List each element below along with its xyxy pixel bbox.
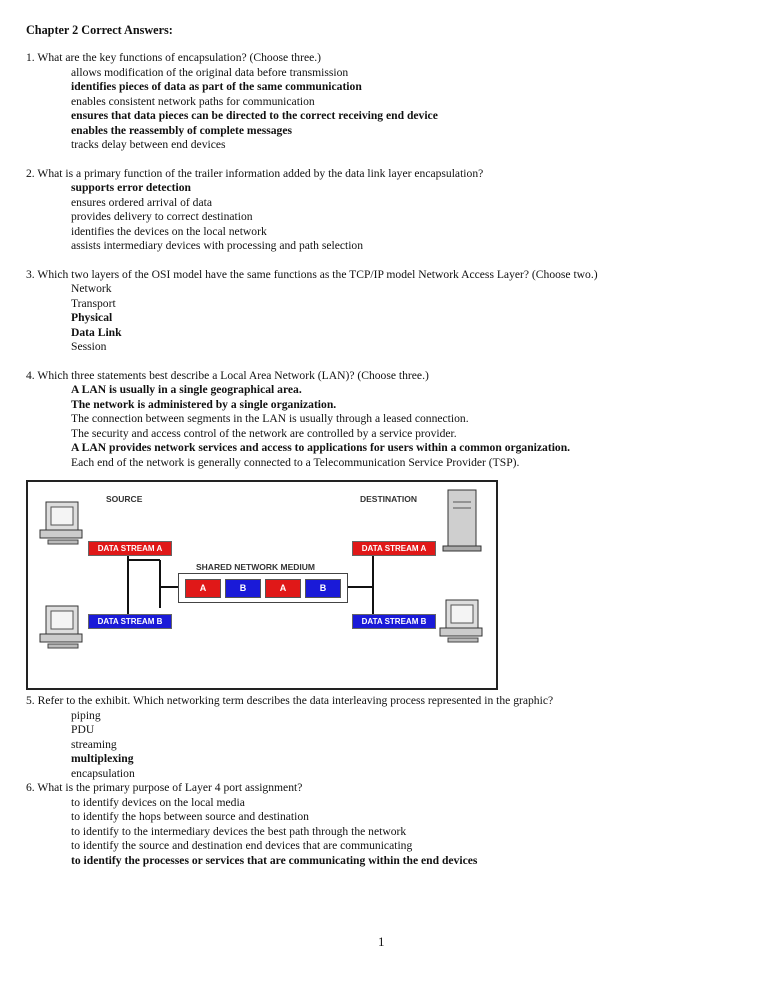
question-text: 2. What is a primary function of the trailer information added by the data link layer encapsulation?	[26, 166, 484, 180]
correct-answer-option: The network is administered by a single organization.	[71, 397, 337, 411]
server-icon	[443, 490, 481, 551]
answer-option: Each end of the network is generally connected to a Telecommunication Service Provider (TSP).	[71, 455, 520, 469]
question-1	[26, 51, 746, 153]
medium-cell-a: A	[265, 579, 301, 598]
answer-option: The security and access control of the network are controlled by a service provider.	[71, 426, 457, 440]
answer-option: The connection between segments in the LAN is usually through a leased connection.	[71, 412, 469, 425]
correct-answer-option: A LAN provides network services and access to applications for users within a common organization.	[71, 441, 571, 454]
answer-option: PDU	[71, 723, 95, 736]
medium-cell-b: B	[305, 579, 341, 598]
question-5	[26, 694, 746, 781]
network-exhibit	[26, 480, 498, 690]
page-number: 1	[378, 934, 385, 949]
correct-answer-option: multiplexing	[71, 752, 134, 765]
destination-computer-icon	[440, 600, 482, 642]
destination-stream-b: DATA STREAM B	[352, 614, 436, 629]
shared-medium-label: SHARED NETWORK MEDIUM	[196, 562, 315, 572]
answer-option: to identify the source and destination end devices that are communicating	[71, 839, 413, 852]
question-6	[26, 781, 746, 868]
answer-option: streaming	[71, 737, 117, 751]
question-3	[26, 268, 746, 355]
correct-answer-option: A LAN is usually in a single geographical area.	[71, 383, 302, 396]
document-page	[26, 22, 746, 868]
answer-option: encapsulation	[71, 766, 135, 780]
question-text: 4. Which three statements best describe a Local Area Network (LAN)? (Choose three.)	[26, 368, 429, 382]
source-stream-b: DATA STREAM B	[88, 614, 172, 629]
answer-option: Transport	[71, 296, 116, 310]
answer-option: Session	[71, 340, 107, 353]
document-title: Chapter 2 Correct Answers:	[26, 23, 173, 37]
question-4	[26, 369, 746, 471]
source-label: SOURCE	[106, 494, 143, 504]
answer-option: to identify to the intermediary devices the best path through the network	[71, 824, 407, 838]
correct-answer-option: to identify the processes or services that are communicating within the end devices	[71, 853, 478, 867]
medium-cell-a: A	[185, 579, 221, 598]
destination-label: DESTINATION	[360, 494, 417, 504]
answer-option: Network	[71, 282, 112, 295]
answer-option: allows modification of the original data before transmission	[71, 65, 349, 79]
destination-stream-a: DATA STREAM A	[352, 541, 436, 556]
answer-option: piping	[71, 708, 101, 722]
correct-answer-option: identifies pieces of data as part of the same communication	[71, 80, 362, 93]
answer-option: enables consistent network paths for communication	[71, 94, 315, 108]
question-text: 1. What are the key functions of encapsulation? (Choose three.)	[26, 51, 322, 64]
correct-answer-option: ensures that data pieces can be directed to the correct receiving end device	[71, 109, 438, 122]
correct-answer-option: Physical	[71, 311, 113, 324]
question-text: 6. What is the primary purpose of Layer 4 port assignment?	[26, 781, 303, 794]
source-computer-b-icon	[40, 606, 82, 648]
correct-answer-option: enables the reassembly of complete messages	[71, 123, 292, 137]
source-computer-icon	[40, 502, 82, 544]
question-text: 3. Which two layers of the OSI model have the same functions as the TCP/IP model Network Access Layer? (Choose two.)	[26, 267, 598, 281]
answer-option: ensures ordered arrival of data	[71, 195, 212, 209]
answer-option: identifies the devices on the local network	[71, 224, 267, 238]
answer-option: tracks delay between end devices	[71, 138, 226, 151]
answer-option: provides delivery to correct destination	[71, 210, 253, 223]
answer-option: to identify devices on the local media	[71, 795, 245, 809]
source-stream-a: DATA STREAM A	[88, 541, 172, 556]
answer-option: to identify the hops between source and destination	[71, 810, 309, 823]
correct-answer-option: supports error detection	[71, 181, 192, 194]
question-2	[26, 167, 746, 254]
medium-cell-b: B	[225, 579, 261, 598]
question-text: 5. Refer to the exhibit. Which networking term describes the data interleaving process represented in the graphic?	[26, 694, 554, 707]
shared-network-medium	[178, 573, 348, 603]
correct-answer-option: Data Link	[71, 325, 122, 339]
answer-option: assists intermediary devices with processing and path selection	[71, 239, 364, 252]
